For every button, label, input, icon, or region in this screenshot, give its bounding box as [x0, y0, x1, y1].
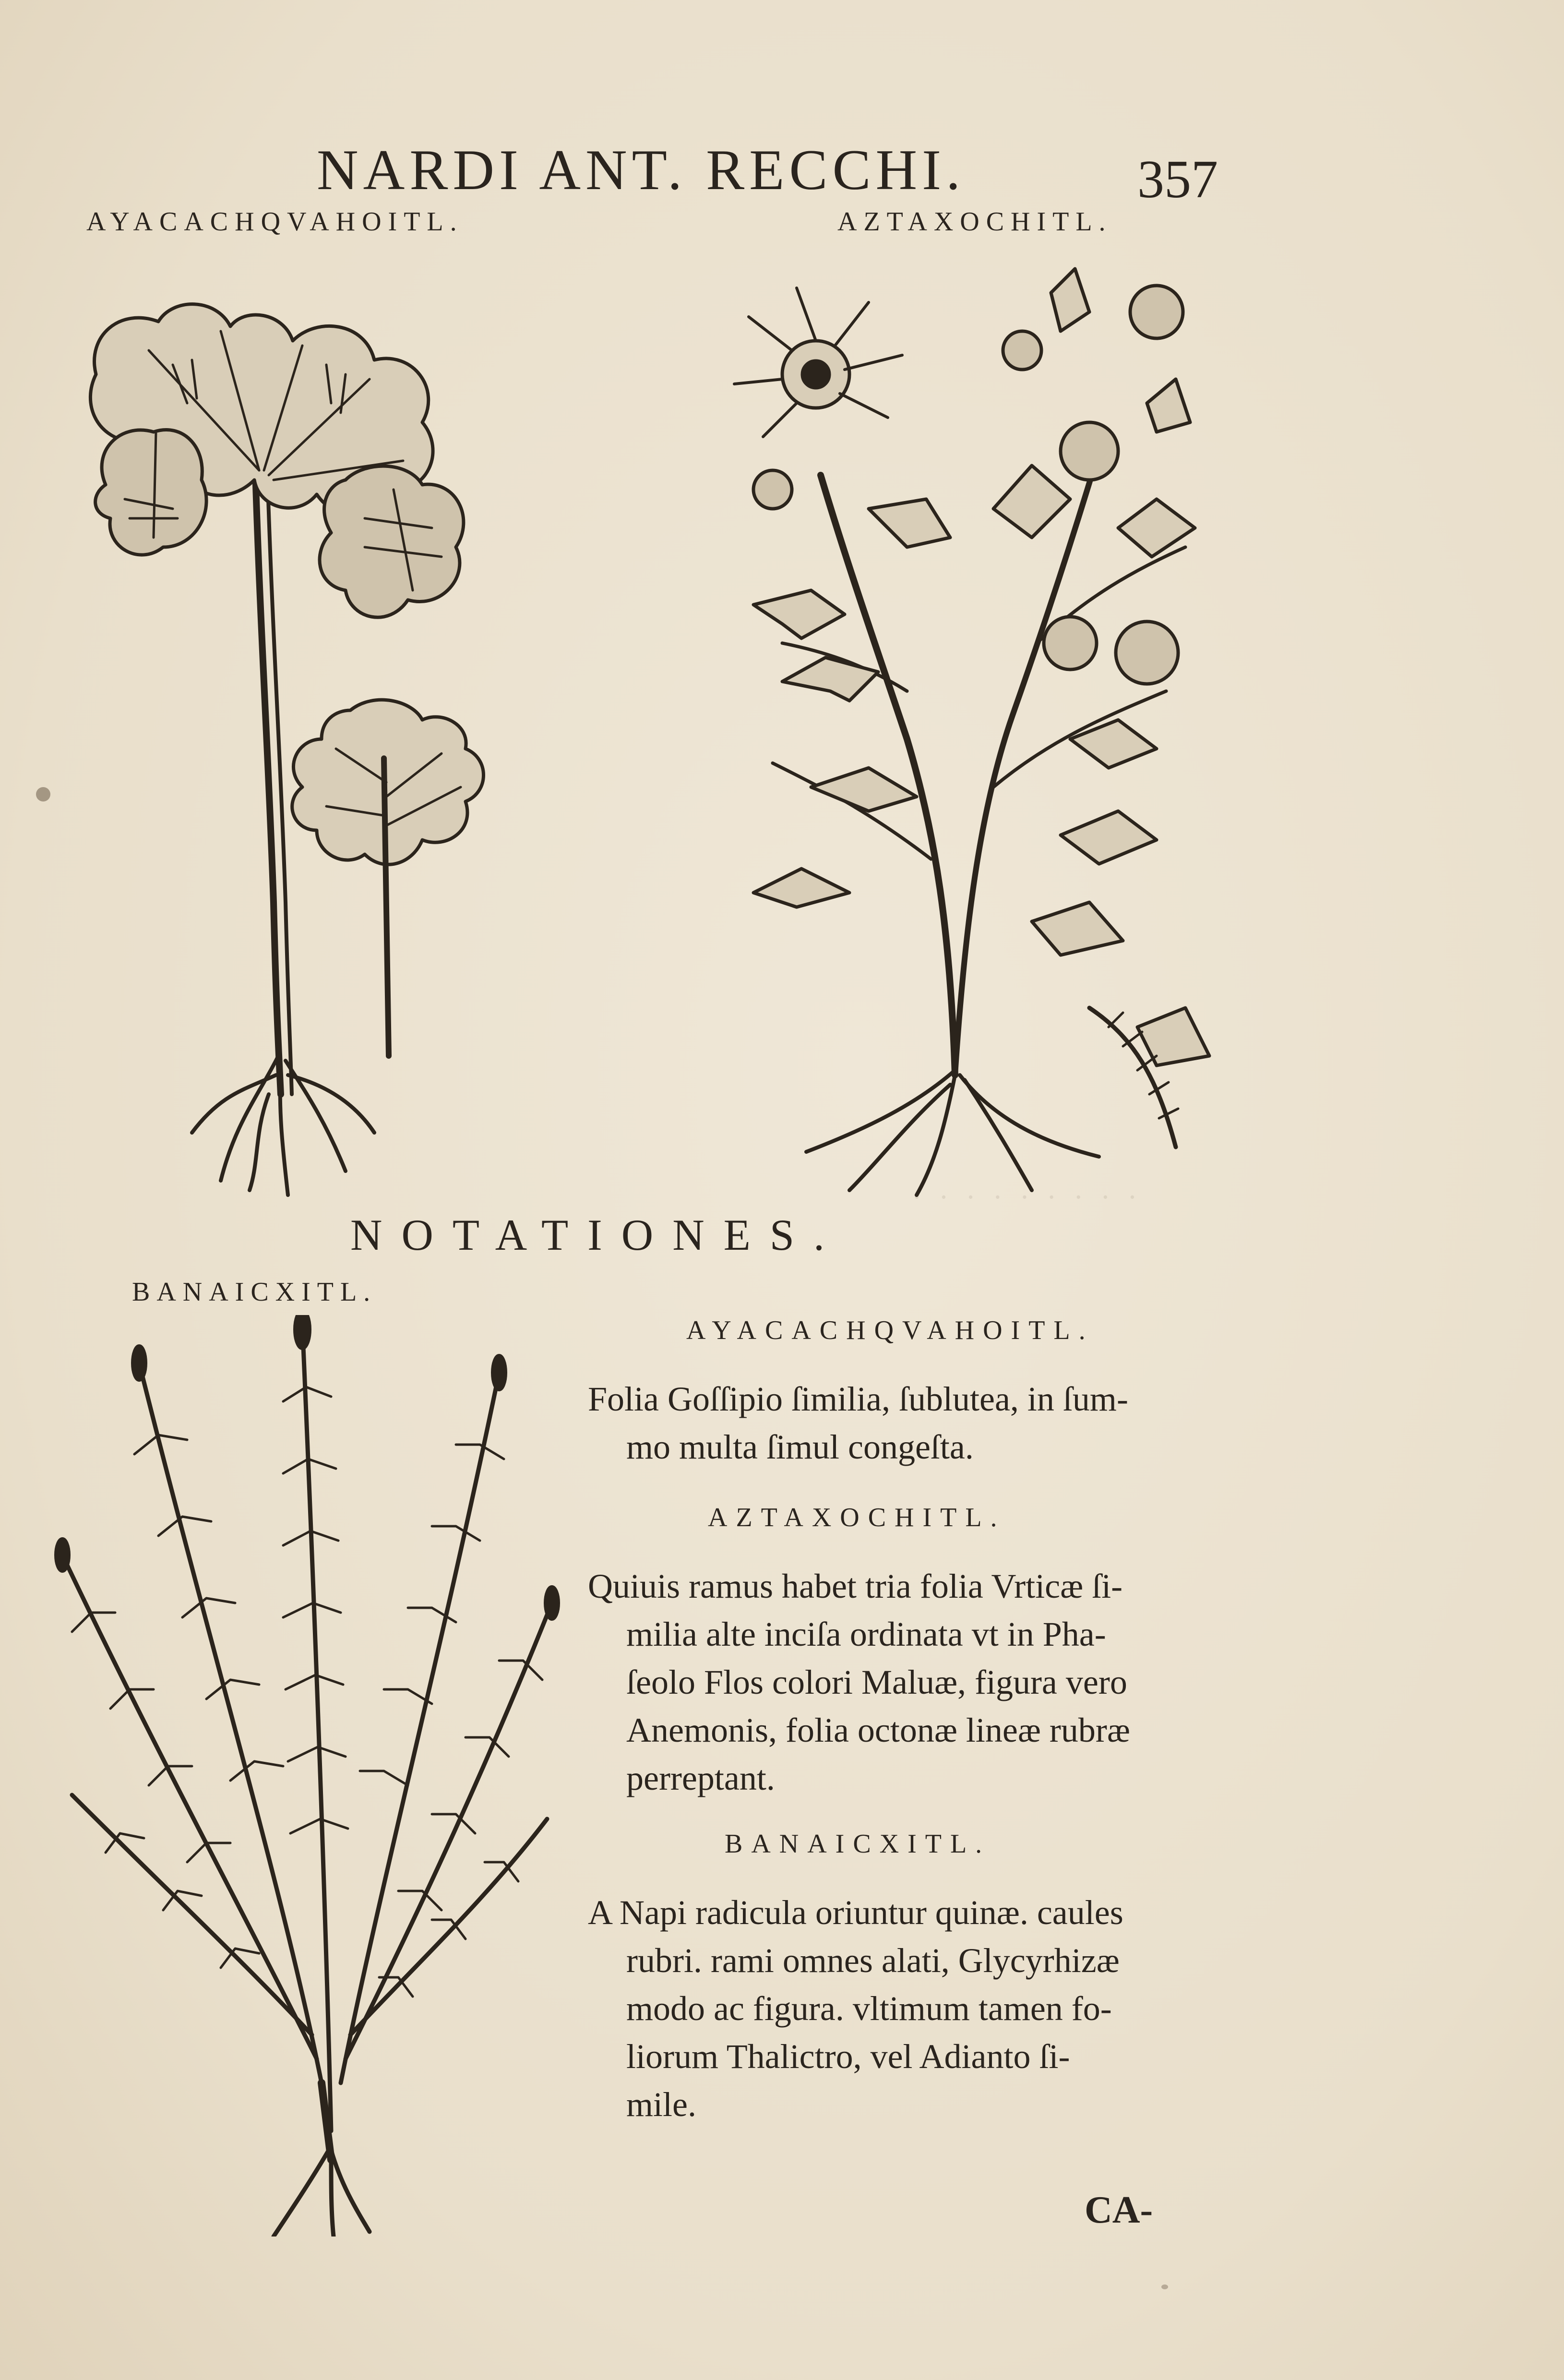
herb-woodcut-pinnate-fronds-icon [43, 1315, 561, 2236]
entry-text [588, 1889, 1123, 2129]
text-line: modo ac figura. vltimum tamen fo- [626, 1989, 1112, 2028]
figure-caption-2: AZTAXOCHITL. [837, 207, 1112, 237]
entry-text [588, 1375, 1128, 1471]
running-header: NARDI ANT. RECCHI. [317, 138, 966, 202]
text-line: liorum Thalictro, vel Adianto ſi- [626, 2037, 1070, 2076]
ink-speck [1161, 2284, 1168, 2289]
text-line: mile. [626, 2085, 696, 2124]
section-heading: NOTATIONES. [350, 1210, 844, 1259]
entry-text [588, 1562, 1130, 1802]
figure-caption-1: AYACACHQVAHOITL. [86, 207, 464, 237]
text-line: A Napi radicula oriuntur quinæ. caules [588, 1893, 1123, 1932]
entry-title: AYACACHQVAHOITL. [686, 1316, 1094, 1345]
figure-caption-3: BANAICXITL. [132, 1277, 377, 1307]
text-line: perreptant. [626, 1759, 775, 1797]
entry-title: AZTAXOCHITL. [708, 1503, 1006, 1532]
text-line: mo multa ſimul congeſta. [626, 1428, 974, 1466]
ink-speck [36, 787, 50, 801]
show-through-shadow: · · · · · · · · · [912, 1181, 1142, 1214]
text-line: rubri. rami omnes alati, Glycyrhizæ [626, 1941, 1120, 1980]
catchword: CA- [1085, 2189, 1153, 2231]
text-line: Anemonis, folia octonæ lineæ rubræ [626, 1711, 1130, 1749]
entry-title: BANAICXITL. [725, 1829, 991, 1859]
herb-woodcut-flowering-shrub-icon [725, 259, 1229, 1200]
text-line: Quiuis ramus habet tria folia Vrticæ ſi- [588, 1567, 1123, 1605]
text-line: Folia Goſſipio ſimilia, ſublutea, in ſum- [588, 1380, 1128, 1418]
text-line: milia alte inciſa ordinata vt in Pha- [626, 1615, 1106, 1653]
page-number: 357 [1137, 150, 1218, 209]
text-line: ſeolo Flos colori Maluæ, figura vero [626, 1663, 1127, 1701]
herb-woodcut-broad-leaves-icon [77, 278, 557, 1200]
